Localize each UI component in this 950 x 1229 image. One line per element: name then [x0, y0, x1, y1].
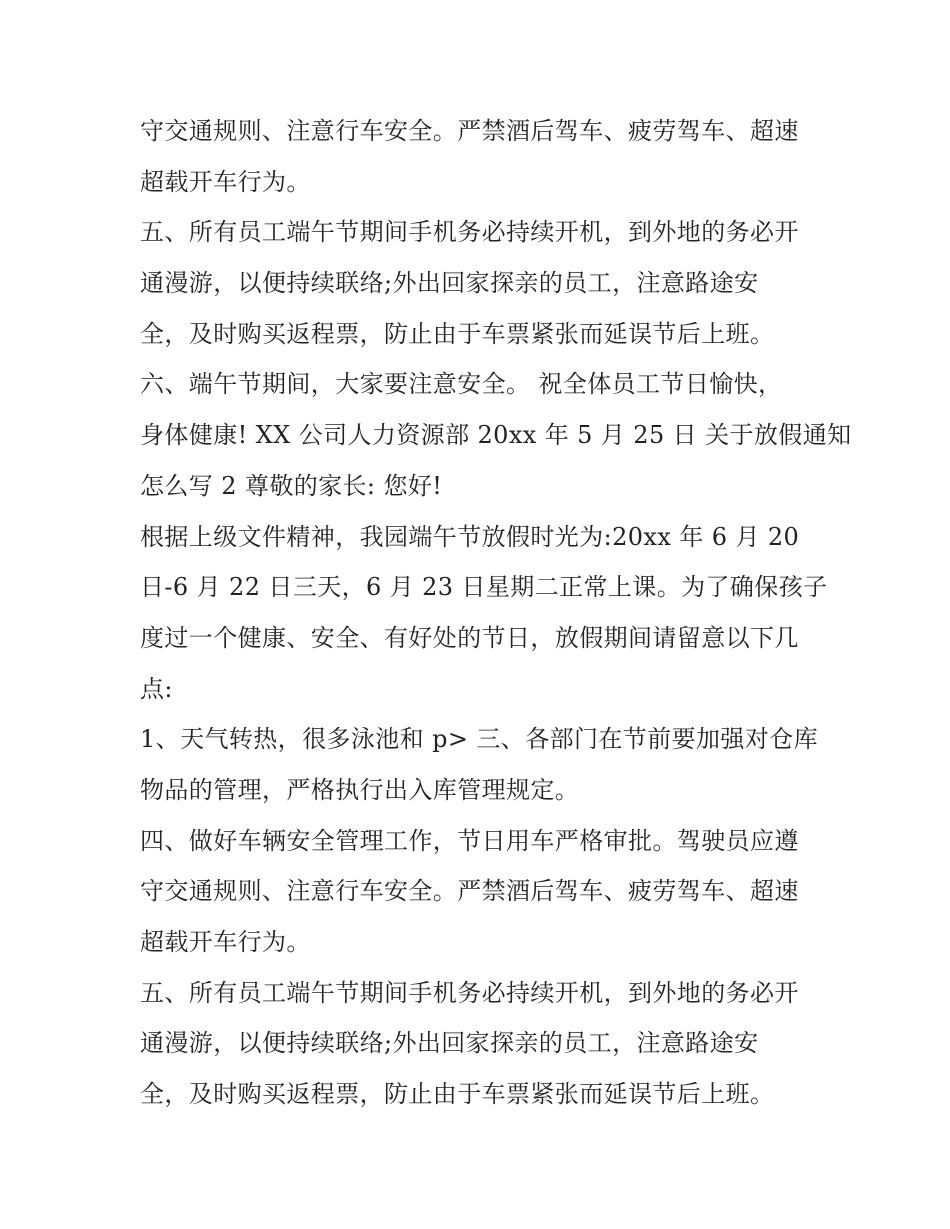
text-line: 全，及时购买返程票，防止由于车票紧张而延误节后上班。: [140, 319, 775, 348]
text-line: 物品的管理，严格执行出入库管理规定。: [140, 775, 580, 804]
text-line: 日-6 月 22 日三天，6 月 23 日星期二正常上课。为了确保孩子: [140, 573, 828, 602]
text-line: 通漫游，以便持续联络;外出回家探亲的员工，注意路途安: [140, 269, 759, 298]
text-line: 超载开车行为。: [140, 928, 311, 956]
text-line: 全，及时购买返程票，防止由于车票紧张而延误节后上班。: [140, 1080, 775, 1109]
body-text: [140, 106, 852, 1120]
text-line: 通漫游，以便持续联络;外出回家探亲的员工，注意路途安: [140, 1029, 759, 1058]
text-line: 怎么写 2 尊敬的家长: 您好!: [140, 471, 443, 500]
text-line: 根据上级文件精神，我园端午节放假时光为:20xx 年 6 月 20: [140, 522, 800, 551]
text-line: 守交通规则、注意行车安全。严禁酒后驾车、疲劳驾车、超速: [140, 117, 799, 145]
text-line: 点:: [140, 674, 173, 703]
text-line: 五、所有员工端午节期间手机务必持续开机，到外地的务必开: [140, 978, 799, 1007]
text-line: 五、所有员工端午节期间手机务必持续开机，到外地的务必开: [140, 218, 799, 247]
text-line: 守交通规则、注意行车安全。严禁酒后驾车、疲劳驾车、超速: [140, 877, 799, 906]
text-line: 超载开车行为。: [140, 167, 311, 196]
text-line: 1、天气转热，很多泳池和 p> 三、各部门在节前要加强对仓库: [140, 725, 818, 754]
text-line: 度过一个健康、安全、有好处的节日，放假期间请留意以下几: [140, 623, 799, 652]
text-line: 四、做好车辆安全管理工作，节日用车严格审批。驾驶员应遵: [140, 826, 799, 855]
text-line: 身体健康! XX 公司人力资源部 20xx 年 5 月 25 日 关于放假通知: [140, 421, 852, 450]
text-line: 六、端午节期间，大家要注意安全。 祝全体员工节日愉快，: [140, 370, 783, 399]
